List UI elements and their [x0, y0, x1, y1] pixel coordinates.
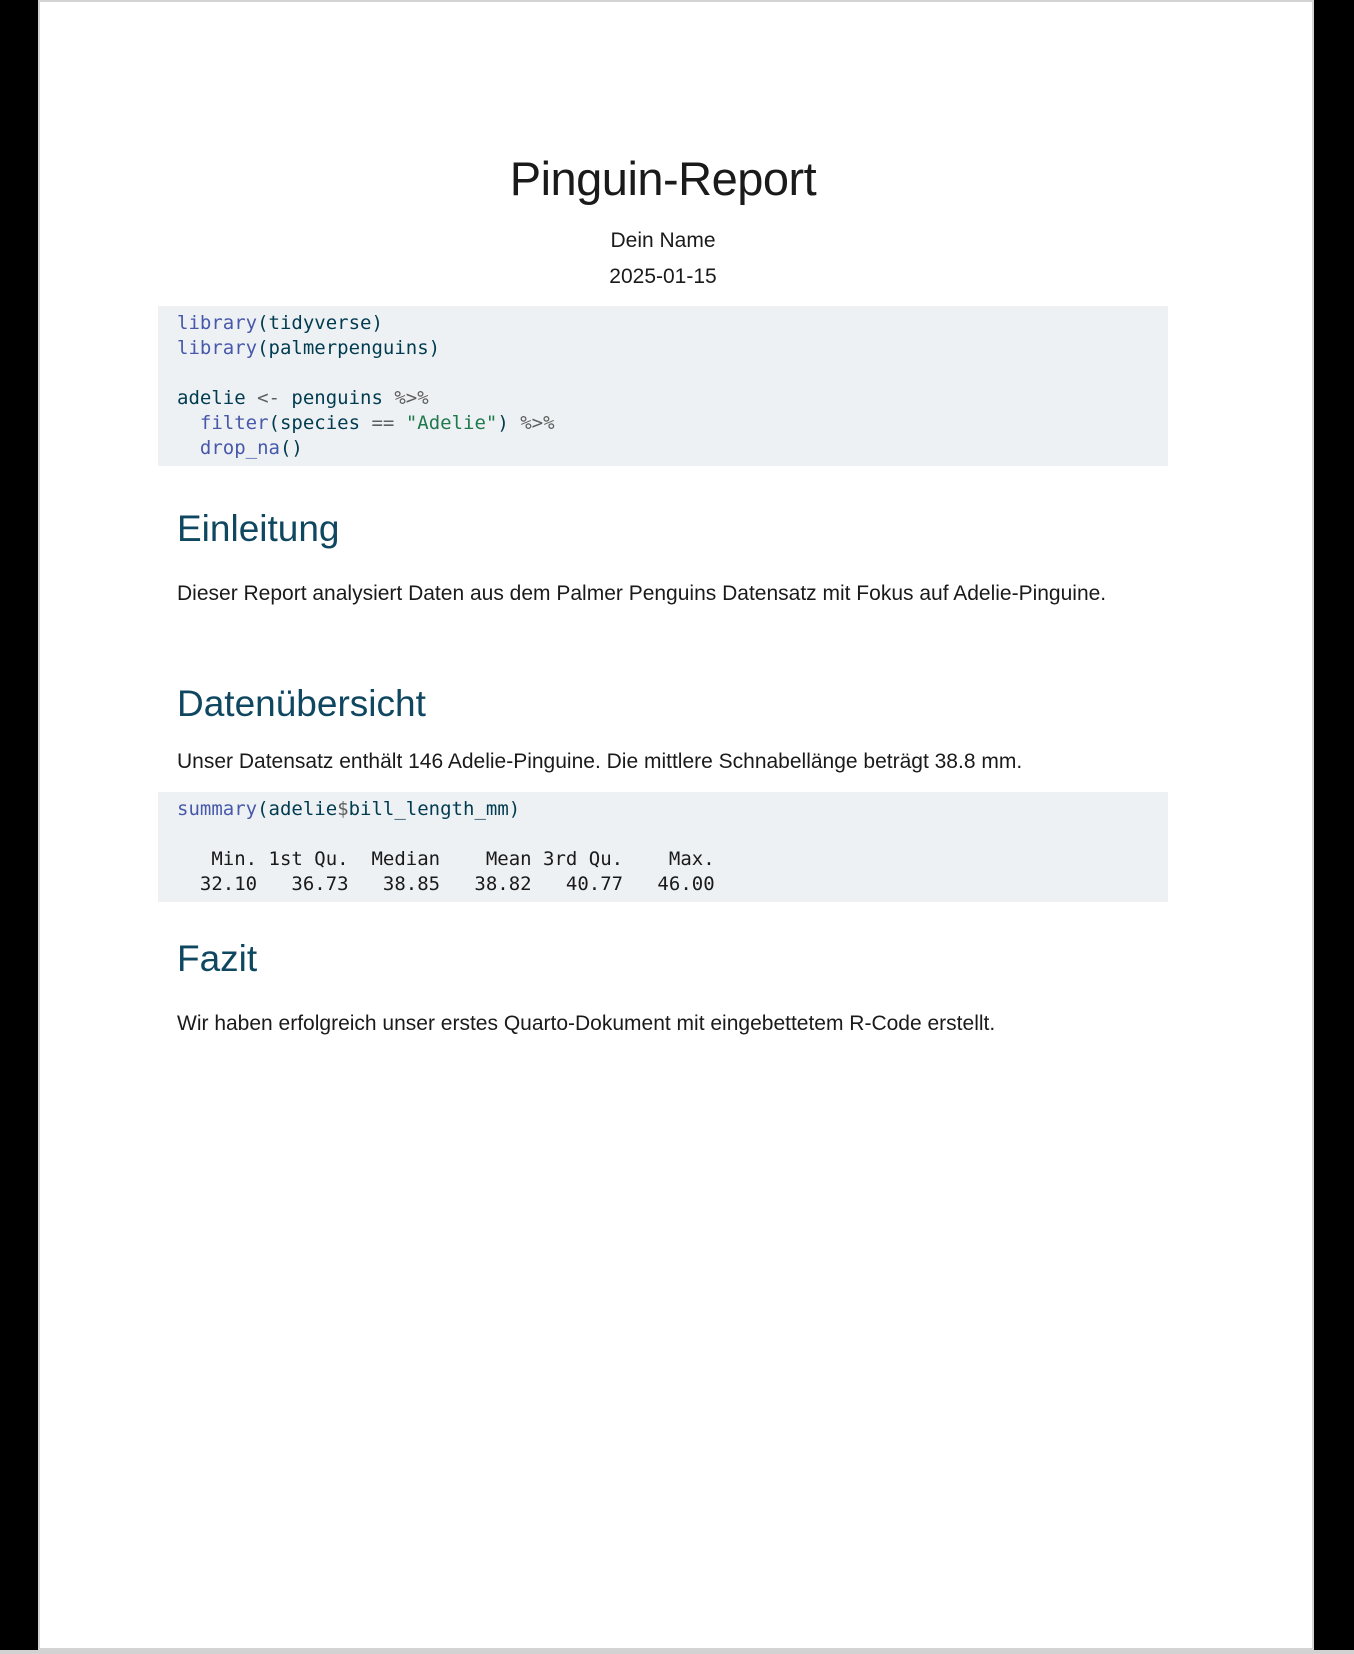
code-line: Min. 1st Qu. Median Mean 3rd Qu. Max.	[177, 848, 727, 870]
section-heading-einleitung: Einleitung	[177, 508, 340, 549]
code-line: library(tidyverse)	[177, 312, 383, 334]
code-line: drop_na()	[199, 437, 303, 459]
paragraph-datenuebersicht: Unser Datensatz enthält 146 Adelie-Pinguine. Die mittlere Schnabellänge beträgt 38.8 mm.	[177, 750, 1023, 773]
code-line: 32.10 36.73 38.85 38.82 40.77 46.00	[177, 873, 727, 895]
code-line	[177, 361, 1168, 386]
code-line	[177, 822, 1168, 847]
summary-code-block	[158, 792, 1168, 902]
paragraph-einleitung: Dieser Report analysiert Daten aus dem Palmer Penguins Datensatz mit Fokus auf Adelie-Pinguine.	[177, 582, 1107, 605]
code-line: library(palmerpenguins)	[177, 337, 441, 359]
code-line: summary(adelie$bill_length_mm)	[177, 798, 521, 820]
viewer-bottom-bar	[0, 1650, 1354, 1654]
paragraph-fazit: Wir haben erfolgreich unser erstes Quarto-Dokument mit eingebettetem R-Code erstellt.	[177, 1012, 996, 1035]
section-heading-fazit: Fazit	[177, 938, 258, 979]
document-date: 2025-01-15	[609, 265, 717, 288]
code-line: filter(species == "Adelie") %>%	[199, 412, 555, 434]
code-line: adelie <- penguins %>%	[177, 387, 429, 409]
setup-code-block	[158, 306, 1168, 466]
document-title: Pinguin-Report	[509, 152, 817, 205]
section-heading-datenuebersicht: Datenübersicht	[177, 683, 426, 724]
document-author: Dein Name	[610, 229, 716, 252]
document-page	[38, 0, 1314, 1650]
